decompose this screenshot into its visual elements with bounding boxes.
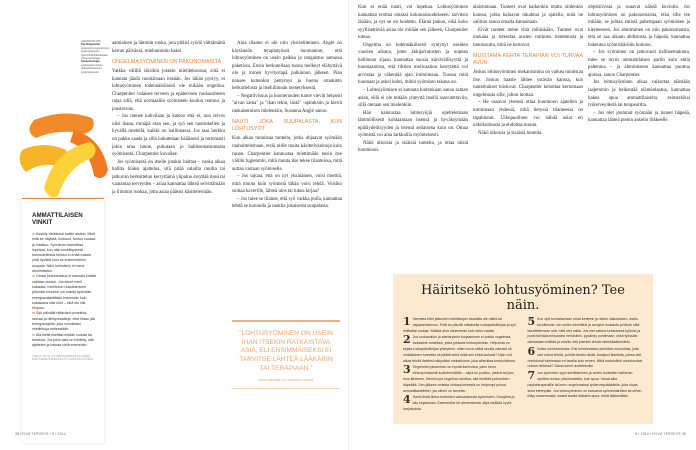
arrow-icon: ➡ — [32, 232, 37, 236]
arrow-icon: ➡ — [32, 274, 37, 279]
paragraph: – Jos tajuaa, että on nyt yksinäinen, voisi miettiä, mitä muuta kuin syömistä tähän voisi tehdä. Voisiko soittaa kaverille, lähteä ulos tai lukea kirjaa? — [232, 174, 342, 195]
article-column — [232, 40, 342, 316]
subheading: ONGELMASYÖMINEN ON PAKONOMAISTA — [112, 59, 222, 66]
experts-label: ASIANTUNTIJAT — [81, 40, 101, 43]
expert-role: psykologi ja kognitiivinen psykoterapeutti, Syömishäiriökeskuksen toiminnanjohtaja — [81, 46, 110, 61]
expert-name: Pia Charpentier — [81, 43, 101, 47]
paragraph: Aina tilanne ei ole niin yksiselitteinen. Anglé on käytännön terapiatyössä huomannut, että lohtusyöminen on usein paikka ja rangaistus samassa paketissa. Ensin herkutellaan tuona melkeyt elähyttävä olo ja toinen hyvitystapä palkinnon jälkeen. Pian nousee kuitenkin pettymys ja huono omatunto herkuttelusta ja itsehillinnän menetyksestä. — [232, 41, 342, 92]
tip-text: Keskity herkkuusi kaikin aistein. Mieti mitä se näyttää, tuoksuu, tuntuu suussa ja maistuu. Syöminen kannattaa lopettaa, kun näin keskittyneesti tunnustellessa herkku ei enää maistu yhtä hyvältä kuin se ensimmäinen suupala. Näin herkuttelu ei mene ahmimiseksi. — [32, 232, 96, 274]
article-column — [588, 4, 690, 270]
tip-text: Älä kiellä itseltäsi mitään ruokaa tai herkkua. Jos jokin asia on kielletty, sitä ajattelee ja haluaa vielä enemmän. — [32, 332, 94, 348]
tip-item — [32, 333, 96, 349]
paragraph: Kun alkaa tunnistaa tunteita, jotka ohjaavat syömään rauhoittelemaan, etsiä niille muita käsittelykeinoja kuin ruoan. Charpentier kannustaa miettimään ensin itse välilin lugienmin, mitä muuta itse tekee tilanteissa, mitä auttaa vastaan syömiselle. — [232, 136, 342, 172]
paragraph: – Jos menee kahvilaan ja katsoo että ei, nuo leivos olisi ihana, minäpä otan sen, ja syö sen nautinkellen ja hyvällä mielellä, kaikki on hallinnassa. Jos taas herkku on pakko saada ja sillä hukutetaan häiäisesti ja tottomasti jokin oma tunne, puhutaan jo hallitsemattomasta syömisestä, Charpentier kuvailee. — [112, 114, 225, 158]
right-page — [348, 0, 696, 450]
paragraph: – Jos tulee se tilanne, että syö vaikka pulla, kannattaa tehdä se kunnolla ja nauttia jokaisesta suupalasta. — [232, 196, 342, 210]
tip-number: 2 — [403, 333, 411, 347]
paragraph: Ongelma on todennäköisesti syntynyt useiden vuosien aikana, joten äkkijarrutusten ja nopean hallinnan sijaan kannattaa suosia kärsivällisyyttä ja huomaamista, että tilttien motivaation kerrytettä voi arvostaa ja vähentää ajan imitoimaan. Tuossa mitä huomaat ja askel kohti, mihin syömisen takana on. — [358, 42, 468, 86]
box-title: Häiritsekö lohtusyöminen? Tee näin. — [421, 283, 625, 313]
tip-number: 5 — [527, 315, 536, 328]
paragraph: – Jos syöminen on jatkuvasti hallitsematonta, tulee se myös ammattilaisen pariin kuin ehtiä pahentua – ja ahmimiseen kannattaa puuttua ajoissa, sanoo Charpentier. — [588, 50, 690, 78]
candy-image — [14, 110, 110, 202]
article-column — [473, 4, 583, 270]
paragraph: – Lohtusyömisen ei kannata kuitenkaan sanoa saman asian, sillä ei ole mitään yhteyttä itsellä saavutettaviin, sillä otetaan sen mielenkiin. — [358, 88, 468, 109]
tips-box — [393, 274, 653, 424]
subheading: NAUTI JOKA SUUPALASTA, KUN LOHTUSYÖT — [232, 119, 342, 133]
tip-text: Ongelmien jakaminen on hyvää itsehoitoa, joten kerro lohtusyömisestä luottohenkilölle – olipa se puoliso, ystävä tai joku muu läheinen. Etenkin jos ongelma nolottaa, sitä lievittää puhuminen häpeältä. Sen jälkeen omasta lohtusyömisestä on helpompi puhua ammattilaisellekin, jos siihen on tarvetta. — [403, 365, 515, 393]
expert-role: psykologian tohtori, ratkaisukeskeinen psykoterapeutti — [81, 63, 104, 74]
tip-text: Kun opit tunnistamaan omat tunteesi ja niiden vaikutuksen, asetu tavoitteisiin: ole omien toiveittesi ja arvojesi mukaista ja lähde siitä tavoittelemaan sitä, mitä olet vailla. Jos olet vaikka turhautunut työhösi ja purat turhautuneisuutesi herkkuihin, pysähdy pohtimaan, mikä työssäsi oikeastaan mättää ja voisiko sitä jotenkin tehdä mielekkäämmäksi. — [527, 317, 641, 345]
tip-number: 3 — [403, 363, 411, 377]
tip-text: Jos syömisen syyn selvittäminen ja omien tunteiden hallinnan opettelu tuntuu ylivoimaiselta, hae apua. Varaa aika psykoterapeutille tai kerro ongelmastasi työterveyslääkärille, joka ohjaa sinut eteenpäin. Jos lohtusyöminen on kasvanut syömishäiriöksi tai siihen liittyy masennusta, saatat tarvita lääkärin apua, ehkä lääkkeitäkin. — [527, 371, 642, 399]
tips-credit: VINKIT ANTOI SYÖMISHÄIRIÖKESKUKSEN RAVITSEMUSTERAPEUTTI ANNUKKA RUSKA. — [32, 354, 95, 361]
paragraph: Hän kannustaa lohtusyöjiä opettelemaan lämmöllisesti kohtaamaan itsensä ja hyväksymään epätäydellisyyden ja itsensä sellaisena kuin on. Omaa syömistä voi aina tarkkailla myönteisesti. — [358, 110, 468, 139]
box-tip-item — [403, 395, 519, 412]
tip-number: 7 — [527, 369, 536, 383]
tip-item — [32, 311, 96, 332]
paragraph: Kun ei enää nauti, voi lopettaa. Lohtusyöminen kannattaa erottaa omaksi kokonaisuudekseen: tarvitsin tänään, ja nyt se on hoidettu. Elämä jatkuu, eikä koko syyllisettävää asiaa ole mitään sen jälkeen, Charpentier toteaa. — [358, 5, 468, 41]
tip-item — [32, 274, 96, 311]
quote-text: ”LOHTUSYÖMINEN ON USEIN IHAN ITSEKIN RATKAISTAVA ASIA, ELI ENSIMMÄISEKSI EI TARVITSE LÄHTEÄ LÄÄKÄRIN TAI TERAPIAAN.” — [239, 330, 333, 372]
box-tip-item — [528, 317, 644, 346]
tip-text: Syö päivällä riittävästi proteiinia, rasvaa ja hiilihydraatteja, ettei iltaan jää energiavajetta, joka voimistaisi mielitekoja entisestään. — [32, 311, 95, 332]
tip-number: 6 — [527, 344, 536, 358]
arrow-icon: ➡ — [32, 311, 37, 316]
expert-name: Susanna Anglé — [81, 60, 100, 64]
article-column — [112, 40, 225, 425]
tip-text: Omaa lohtuherkkua ei kannata yrittää vaihtaa muuksi. Jos tekee mieli suklaata, mielitekon hukuttaminen johonkin muuhun voi saada syömään energiamäärältään enemmän kuin suklaassa olisi ollut – eikä olo silti helpotu. — [32, 274, 96, 311]
paragraph: – He osaavat yleensä ottaa huomioon ajatellen ja toimimaan yhdessä, mitä tietyssä tilanteessa on tapahtunut. Ulkopuolinen voi nähdä asiat eri näkökulmasta ja ehdottaa muuta. — [473, 100, 583, 129]
box-column — [403, 317, 519, 414]
tip-number: 1 — [403, 315, 411, 328]
paragraph: – Negatiivisuus ja huoneruuden tunne vievät helposti "aivan sama" ja "ihan tekin, läski" -ajatuksiin ja kierrä rankaisemisen mielenkiin, Susanna Anglé sanoo. — [232, 93, 342, 114]
paragraph: Näkö ulkoisia ja sisäisiä tunteita. — [478, 130, 543, 136]
article-column — [358, 4, 468, 270]
paragraph: Jos syömisestä on itselle jotakin haittaa – ruoka alkaa hallita liiaksi ajattelua, sitä pitää salailla muilta tai jatkuvan herkuttelun kerryttämä ylipaino ärsyttää itseä tai vaarantaa terveyden – asiaa kannattaa lähteä selvittämään ja liimmin ruokaa, jotta asiaa pääsisi käsittelemään. — [112, 159, 225, 195]
paragraph: Jos lohtusyöminen alkaa vaikuttaa elämään laajemmin ja heikentää elämänlaatua, kannattaa hakea apua ammattilaiselta, esimerkiksi työterveydestä tai terapeutilta. — [588, 80, 690, 109]
tip-text: Varmista ettei jatkuvien mielitekojen taustalla ole nälkä tai vajaaravitsemus. Pidä se päivää mittaisella ruokapäiväkirjaa ja syö riittävästi ruokaa. Säästä aina vähemmän kuin keho vaatisi. — [403, 317, 516, 333]
tip-text: Iloitse onnistumisista. Etsi toiminnastasi pieniäkin muutoksia, joita olet voinut tehdä, ja kiitä itseäsi niistä. Analysoi tilanteita, joissa olet onnistunut toimimaan eri tavalla kuin ennen. Mikä mahdollisti onnistumiset noissa hetkissä? Sama toimii uudelleenkin. — [527, 346, 643, 369]
box-tip-item — [403, 317, 519, 334]
tips-title: AMMATTILAISEN VINKIT — [32, 212, 83, 226]
paragraph: alaistumaan. Tunteet ovat kaikenkin mutta niidenkin kanssa, jotka haluavat tukahtua ja ajatella, mitä ne sallitun sanoa omalta kannaltaan. — [473, 5, 583, 26]
paragraph: Joskus lohtusyöminen mekanismina on vaikea tunnistaa itse. Joskus haaste lähtee ystävän kanssa, kun tuntemukset toistuvat. Charpentier kehottaa kertomaan ongelmasta sille, johon luottaa. — [473, 70, 583, 98]
page-folio: 38 HYVÄ TERVEYS / 9 / 2014 — [15, 432, 66, 436]
tip-number: 4 — [403, 393, 411, 407]
pull-quote — [232, 320, 340, 389]
quote-attribution: PSYKOTERAPEUTTI SUSANNA ANGLÉ — [258, 378, 314, 382]
experts-info — [81, 40, 111, 74]
box-tip-item — [528, 371, 644, 400]
paragraph: Vaikka välillä söisikin jotakin mielitekoonsa, siitä ei kannata jäädä ruoskimaan itseään. Jos tähän pystyy, ei lohtusyöminen todennäköisesti ole mikään ongelma. Charpentier valaisee terveen ja epäterveen ruokasuhteen rajaa sillä, että normaaliin syömiseen kuuluu rentous ja joustavuus. — [112, 69, 225, 112]
paragraph: Eivät tunteet mene siitä mihinkään. Tunteet ovat mukana ja toteuttaa uusien rutiinien tuntemusta ja tietoisuutta, mitä ne kertovat. — [473, 27, 583, 48]
tip-item — [32, 232, 96, 274]
box-tip-item — [403, 365, 519, 394]
tip-text: Jos ruokavalion ja ateriarytmin korjaaminen ei poista ongelmaa, tarkastele tunteitasi, jotka johtavat lohtusyömään. Helpointa on kirjata ruokapäiväkirjan yhteyteen, miten kova nälkä sinulla oikeasti oli, minkälainen tunnetila oli päällä sekä mikä sen ehkä laukaisi? Näin voit alkaa tehdä itsellesi näkyväksi mekanismia, joka aiheuttaa herkkuhimosi. — [403, 335, 516, 363]
paragraph: aamiainen ja lämmin ruoka, jota pitäisi syödä välttämättä kerran päivässä, mieluummin kaksi. — [112, 41, 225, 54]
tip-text: Hanki lisää tietoa tunteiden vaikutuksesta syömiseen. Googleta ja käy kirjastossa. Esimerkiksi Irti ahmimisesta -kirja sisältää hyviä harjoituksia. — [403, 395, 515, 411]
box-column — [528, 317, 644, 414]
box-tip-item — [527, 344, 644, 370]
arrow-icon: ➡ — [32, 332, 37, 337]
page-folio: 9 / 2014 / HYVÄ TERVEYS 39 — [635, 432, 686, 436]
paragraph: Näkö ulkoisia ja sisäisiä tunteita, ja ottaa niistä huomioon. — [358, 140, 468, 154]
paragraph: objektiivista ja osaavat nähdä kuvioita. Jos lohtusyöminen on pakonomaista, eikä sille tee mitään, se johtaa entistä pahempaan syömiseen ja kierteeseen. Jos ahmiminen on niin pakonomaista, että se saa aikaan ahdistusta ja häpeää, kannattaa hakeutua syömishäiriön hoitoon. — [588, 5, 690, 48]
paragraph: – Jos olet joutunut syömään ja tunnet häpeää, kannattaa lähteä pienin askelin liikkeelle. — [588, 110, 690, 124]
subheading: MUISTAMA KEHTA TERAPIAN VOI TURVAA AVUN — [473, 53, 583, 67]
professional-tips-box — [22, 198, 104, 443]
box-tip-item — [403, 335, 519, 364]
